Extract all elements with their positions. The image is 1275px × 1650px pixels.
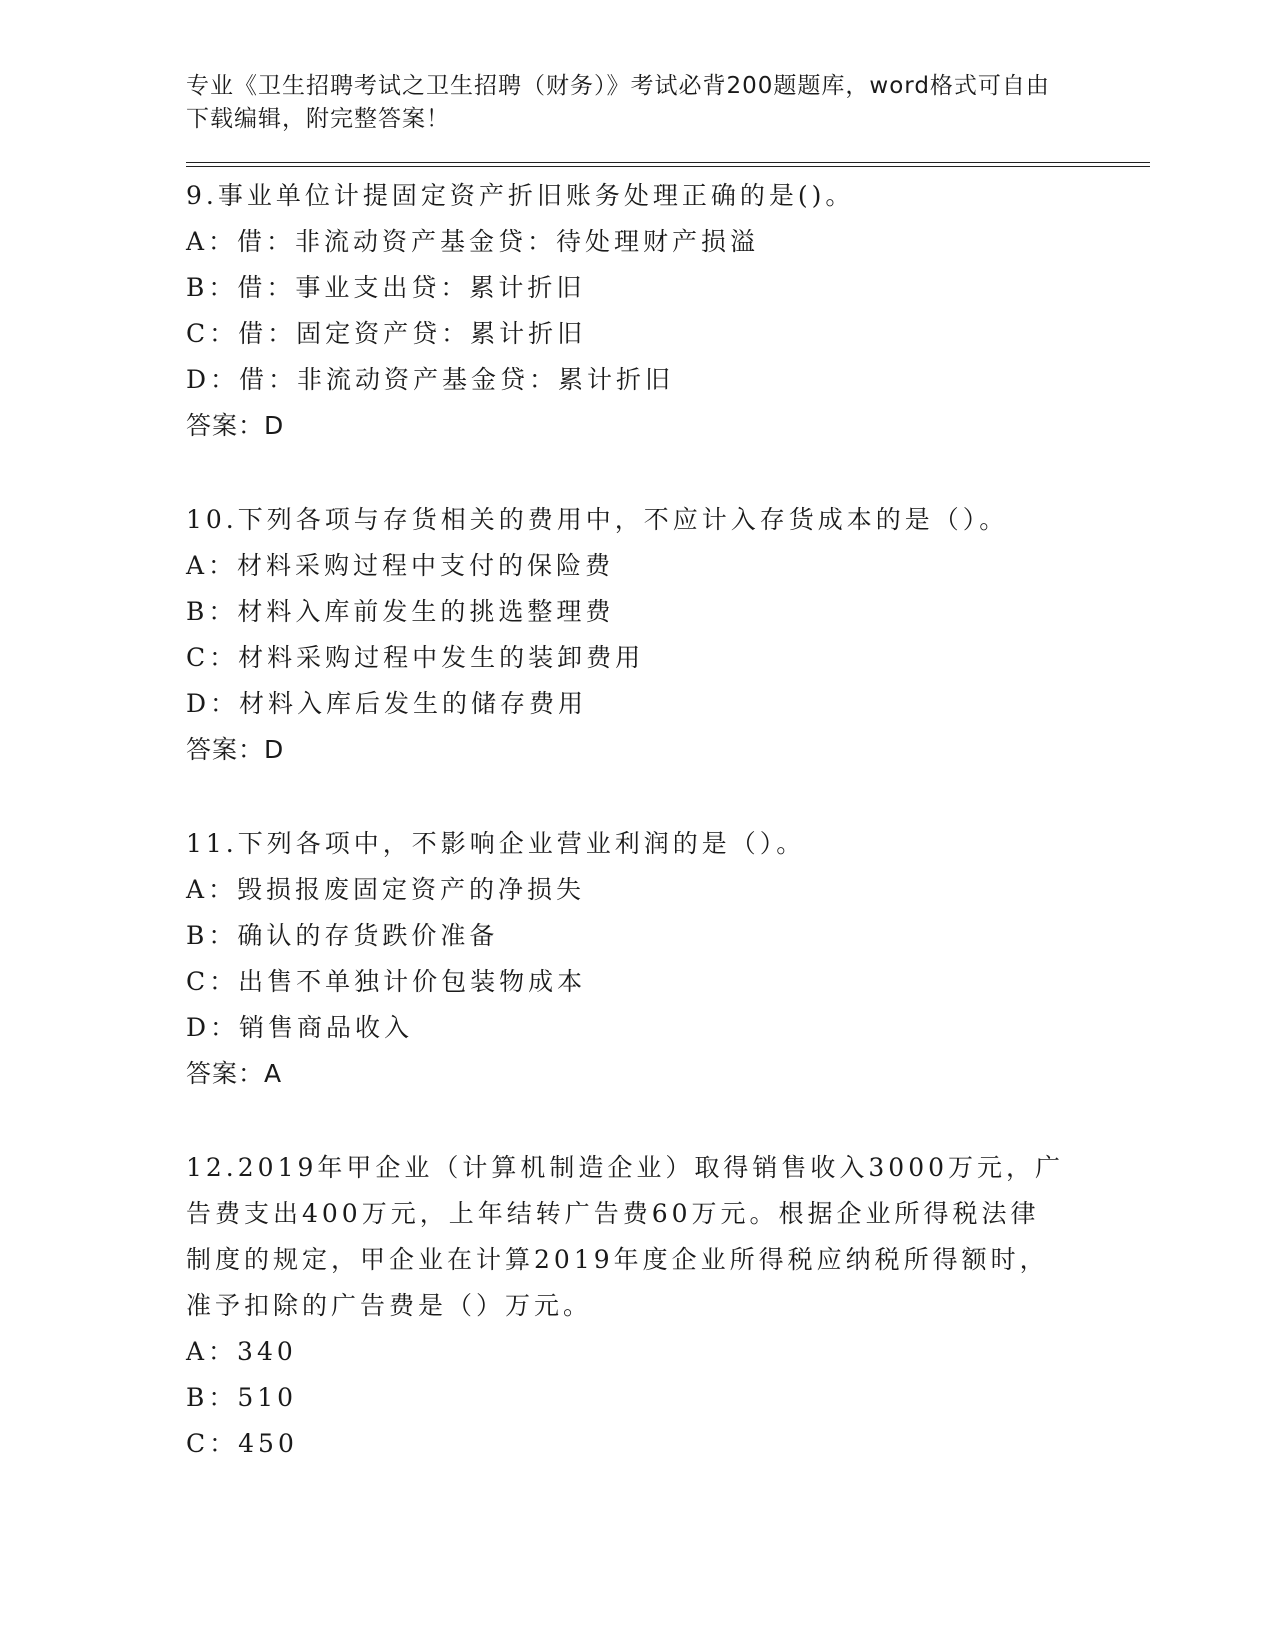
option-d: D：材料入库后发生的储存费用 (186, 689, 588, 718)
question-item (186, 821, 1150, 1097)
header-rule-top (186, 162, 1150, 163)
document-header: 专业《卫生招聘考试之卫生招聘（财务）》考试必背200题题库，word格式可自由下载编辑，附完整答案！ (186, 73, 1050, 132)
option-d: D：借：非流动资产基金贷：累计折旧 (186, 365, 675, 394)
question-list (186, 173, 1150, 1467)
header-rule-bottom (186, 166, 1150, 167)
option-a: A：材料采购过程中支付的保险费 (186, 551, 615, 580)
option-c: C：450 (186, 1429, 298, 1458)
question-text: 9.事业单位计提固定资产折旧账务处理正确的是()。 (186, 181, 855, 210)
answer-text: 答案：D (186, 735, 285, 764)
option-a: A：借：非流动资产基金贷：待处理财产损溢 (186, 227, 760, 256)
option-b: B：材料入库前发生的挑选整理费 (186, 597, 615, 626)
question-text: 11.下列各项中，不影响企业营业利润的是（）。 (186, 829, 806, 858)
question-item (186, 173, 1150, 449)
option-a: A：340 (186, 1337, 297, 1366)
option-c: C：出售不单独计价包装物成本 (186, 967, 587, 996)
option-b: B：确认的存货跌价准备 (186, 921, 499, 950)
answer-text: 答案：D (186, 411, 285, 440)
question-text: 10.下列各项与存货相关的费用中，不应计入存货成本的是（）。 (186, 505, 1009, 534)
document-page (186, 70, 1150, 1515)
option-b: B：510 (186, 1383, 298, 1412)
option-d: D：销售商品收入 (186, 1013, 414, 1042)
option-c: C：借：固定资产贷：累计折旧 (186, 319, 587, 348)
option-a: A：毁损报废固定资产的净损失 (186, 875, 586, 904)
question-text: 12.2019年甲企业（计算机制造企业）取得销售收入3000万元，广告费支出400万元，上年结转广告费60万元。根据企业所得税法律制度的规定，甲企业在计算2019年度企业所得税应纳税所得额时，准予扣除的广告费是（）万元。 (186, 1153, 1065, 1320)
answer-text: 答案：A (186, 1059, 283, 1088)
option-c: C：材料采购过程中发生的装卸费用 (186, 643, 645, 672)
question-item (186, 1145, 1150, 1467)
question-item (186, 497, 1150, 773)
option-b: B：借：事业支出贷：累计折旧 (186, 273, 586, 302)
